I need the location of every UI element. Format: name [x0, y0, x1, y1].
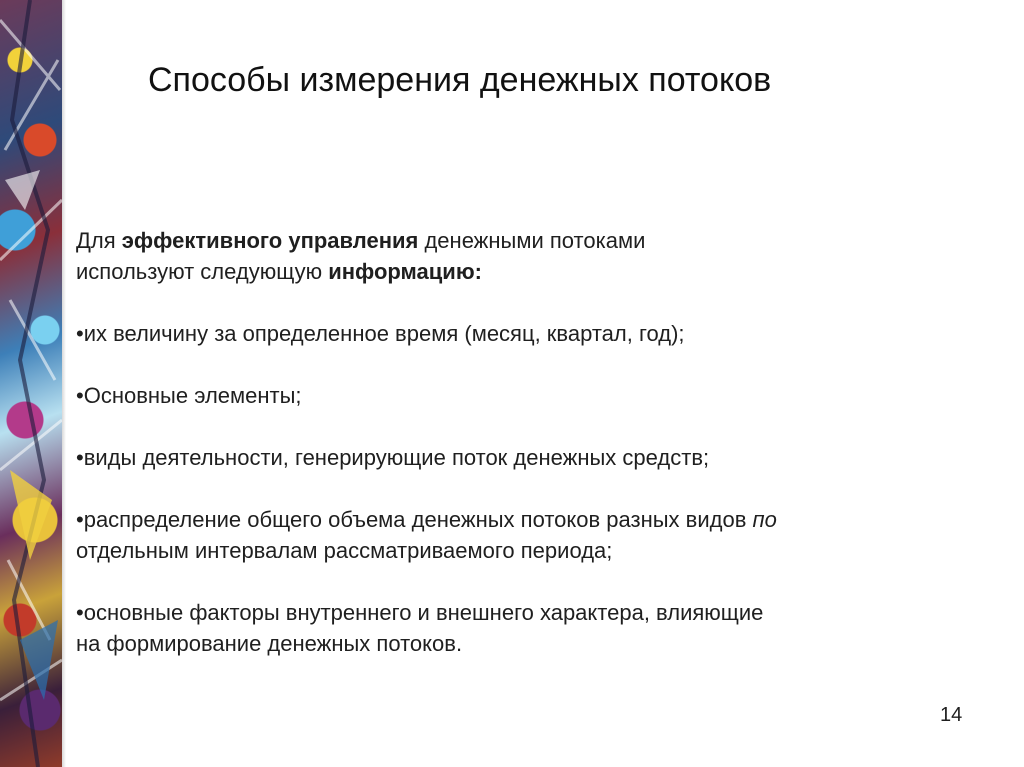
bullet-item-5: [76, 597, 926, 659]
decorative-art-strip: [0, 0, 62, 767]
intro-text-3: используют следующую: [76, 259, 329, 284]
slide-title: Способы измерения денежных потоков: [148, 61, 772, 99]
bullet-item-2: •Основные элементы;: [76, 383, 302, 408]
bullet-item-1: •их величину за определенное время (месяц, квартал, год);: [76, 321, 685, 346]
page-number: 14: [940, 704, 963, 726]
intro-text-2: денежными потоками: [418, 228, 646, 253]
bullet-item-4: [76, 504, 926, 566]
bullet-item-3: •виды деятельности, генерирующие поток денежных средств;: [76, 445, 710, 470]
bullet-4-text-2: отдельным интервалам рассматриваемого периода;: [76, 538, 613, 563]
intro-bold-1: эффективного управления: [121, 228, 419, 253]
intro-paragraph: [76, 225, 926, 287]
strip-edge-divider: [62, 0, 66, 767]
abstract-art-graphic: [0, 0, 62, 767]
intro-text-1: Для: [76, 228, 122, 253]
bullet-5-line-1: •основные факторы внутреннего и внешнего характера, влияющие: [76, 600, 764, 625]
bullet-5-line-2: на формирование денежных потоков.: [76, 631, 463, 656]
slide-body: [76, 225, 926, 690]
bullet-4-italic: по: [752, 507, 777, 532]
intro-bold-2: информацию:: [328, 259, 482, 284]
bullet-4-text-1: •распределение общего объема денежных потоков разных видов: [76, 507, 753, 532]
